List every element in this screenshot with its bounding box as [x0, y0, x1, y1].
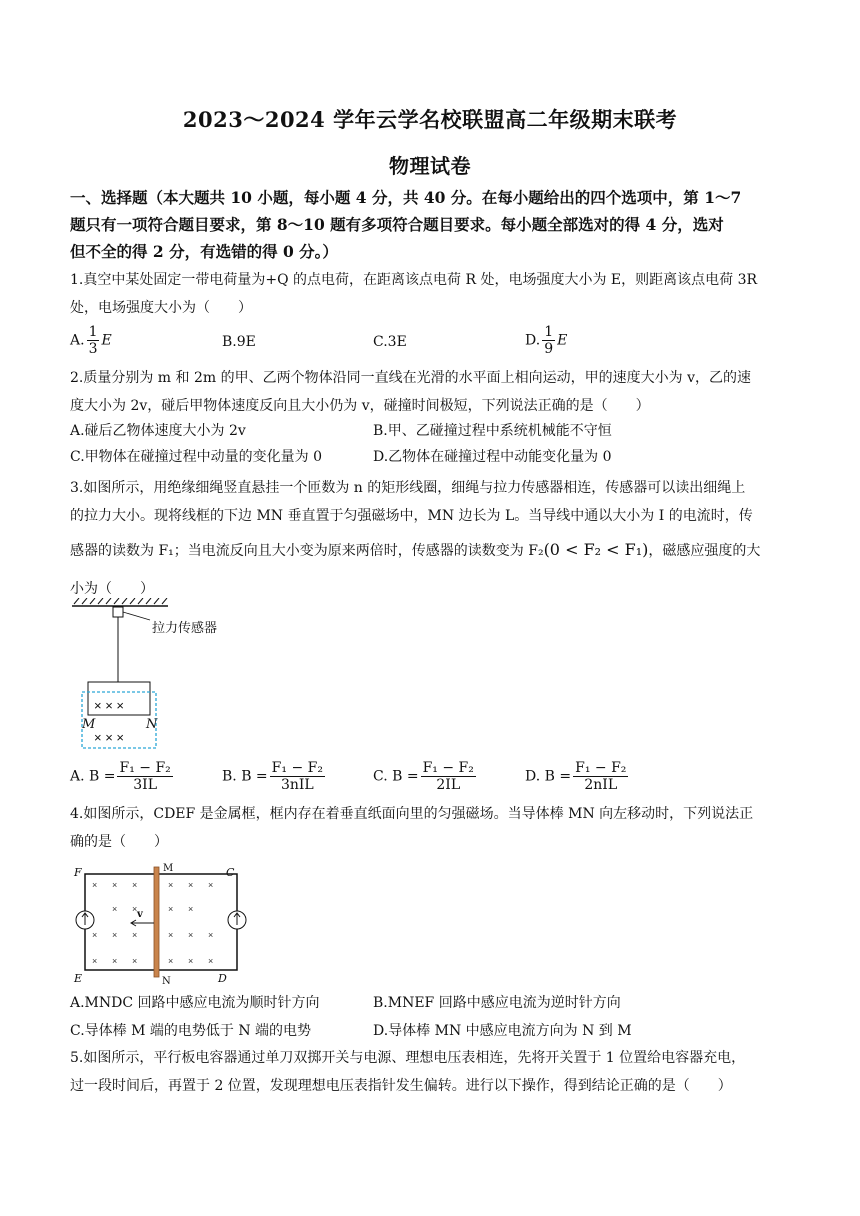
question-line: 1.真空中某处固定一带电荷量为+Q 的点电荷，在距离该点电荷 R 处，电场强度大小为 E，则距离该点电荷 3R [70, 272, 758, 288]
question-1-options [70, 324, 792, 364]
velocity-arrow [131, 920, 154, 926]
label-m: M [163, 863, 174, 874]
svg-text:×: × [92, 880, 98, 890]
option-d [525, 760, 630, 793]
question-line [70, 536, 792, 565]
option-c: C.导体棒 M 端的电势低于 N 端的电势 [70, 1023, 312, 1039]
fraction-denominator: 2nIL [584, 777, 618, 793]
question-5-stem [70, 1044, 792, 1100]
label-m: M [82, 717, 96, 732]
svg-text:×: × [168, 904, 174, 914]
fraction-numerator: F₁ − F₂ [271, 760, 323, 776]
option-variable: E [557, 332, 568, 349]
fraction-denominator: 2IL [436, 777, 461, 793]
question-text: 感器的读数为 F₁；当电流反向且大小变为原来两倍时，传感器的读数变为 F₂ [70, 543, 544, 559]
tension-sensor-diagram [70, 598, 270, 758]
fraction-numerator: F₁ − F₂ [575, 760, 627, 776]
label-n: N [162, 976, 171, 987]
section-line: 一、选择题（本大题共 10 小题，每小题 4 分，共 40 分。在每小题给出的四个选项中，第 1～7 [70, 188, 742, 207]
svg-text:×: × [112, 880, 118, 890]
sensor-pointer-line [123, 612, 150, 620]
option-variable: E [101, 332, 112, 349]
option-c [373, 760, 478, 793]
question-line: 小为（ ） [70, 581, 154, 597]
fraction-numerator: 1 [544, 324, 554, 340]
question-line: 5.如图所示，平行板电容器通过单刀双掷开关与电源、理想电压表相连，先将开关置于 1 位置给电容器充电， [70, 1050, 746, 1066]
option-c: C.3E [373, 334, 407, 350]
option-label: A. [70, 332, 85, 349]
fraction-denominator: 3IL [133, 777, 157, 793]
label-e: E [74, 972, 83, 985]
fraction-numerator: 1 [88, 324, 98, 340]
fraction-denominator: 3nIL [280, 777, 314, 793]
option-a: A.MNDC 回路中感应电流为顺时针方向 [70, 995, 320, 1011]
question-3-stem [70, 474, 792, 603]
question-3-options [70, 760, 792, 800]
question-2-options-row2 [70, 446, 792, 476]
option-b: B.甲、乙碰撞过程中系统机械能不守恒 [373, 423, 612, 439]
svg-text:× × ×: × × × [94, 698, 124, 713]
section-instructions [70, 184, 792, 265]
svg-text:×: × [112, 930, 118, 940]
question-line: 确的是（ ） [70, 834, 168, 850]
exam-subtitle: 物理试卷 [389, 154, 471, 178]
fraction-denominator: 9 [544, 341, 554, 357]
question-4-options-row1 [70, 992, 792, 1022]
ceiling-hatch [72, 598, 168, 606]
svg-text:×: × [92, 956, 98, 966]
option-d: D.导体棒 MN 中感应电流方向为 N 到 M [373, 1023, 632, 1039]
option-label: B. B = [222, 768, 268, 785]
option-b: B.9E [222, 334, 256, 350]
fraction-numerator: F₁ − F₂ [119, 760, 171, 776]
option-c: C.甲物体在碰撞过程中动量的变化量为 0 [70, 449, 323, 465]
left-galvanometer [76, 911, 94, 929]
fraction-numerator: F₁ − F₂ [422, 760, 474, 776]
question-line: 度大小为 2v，碰后甲物体速度反向且大小仍为 v，碰撞时间极短，下列说法正确的是（ ） [70, 398, 650, 414]
question-text: ，磁感应强度的大 [648, 543, 761, 559]
metal-frame-cdef [85, 874, 237, 970]
option-a: A.碰后乙物体速度大小为 2v [70, 423, 246, 439]
question-line: 处，电场强度大小为（ ） [70, 300, 252, 316]
right-galvanometer [228, 911, 246, 929]
fraction [87, 324, 100, 357]
fraction [270, 760, 325, 793]
fraction [421, 760, 476, 793]
option-b [222, 760, 327, 793]
label-c: C [226, 866, 235, 879]
fraction [573, 760, 628, 793]
option-d: D.乙物体在碰撞过程中动能变化量为 0 [373, 449, 612, 465]
sensor-label: 拉力传感器 [152, 620, 218, 635]
question-line: 的拉力大小。现将线框的下边 MN 垂直置于匀强磁场中，MN 边长为 L。当导线中通以大小为 I 的电流时，传 [70, 508, 753, 524]
svg-text:×: × [188, 956, 194, 966]
option-label: D. B = [525, 768, 572, 785]
option-a [70, 760, 175, 793]
option-label: C. B = [373, 768, 419, 785]
svg-text:×: × [208, 930, 214, 940]
svg-text:×: × [188, 904, 194, 914]
svg-text:× × ×: × × × [94, 730, 124, 745]
metal-frame-diagram [70, 862, 250, 988]
question-line: 4.如图所示，CDEF 是金属框，框内存在着垂直纸面向里的匀强磁场。当导体棒 MN 向左移动时，下列说法正 [70, 806, 754, 822]
fraction [117, 760, 172, 793]
option-label: A. B = [70, 768, 116, 785]
label-n: N [146, 717, 158, 732]
svg-text:×: × [168, 880, 174, 890]
question-line: 2.质量分别为 m 和 2m 的甲、乙两个物体沿同一直线在光滑的水平面上相向运动，甲的速度大小为 v，乙的速 [70, 370, 751, 386]
label-d: D [218, 972, 227, 985]
field-crosses [94, 698, 124, 745]
question-2-stem [70, 364, 792, 420]
section-line: 题只有一项符合题目要求，第 8～10 题有多项符合题目要求。每小题全部选对的得 4 分，选对 [70, 215, 724, 234]
exam-title: 2023～2024 学年云学名校联盟高二年级期末联考 [182, 107, 678, 132]
svg-text:×: × [168, 930, 174, 940]
question-line: 3.如图所示，用绝缘细绳竖直悬挂一个匝数为 n 的矩形线圈，细绳与拉力传感器相连，传感器可以读出细绳上 [70, 480, 746, 496]
svg-text:×: × [208, 880, 214, 890]
option-label: D. [525, 332, 541, 349]
option-b: B.MNEF 回路中感应电流为逆时针方向 [373, 995, 621, 1011]
sensor-box [113, 607, 123, 617]
svg-text:×: × [188, 880, 194, 890]
option-d [525, 324, 567, 357]
svg-text:×: × [132, 880, 138, 890]
svg-text:×: × [92, 930, 98, 940]
section-line: 但不全的得 2 分，有选错的得 0 分。） [70, 242, 338, 261]
fraction-denominator: 3 [88, 341, 98, 357]
option-a [70, 324, 112, 357]
question-4-stem [70, 800, 792, 856]
svg-text:×: × [208, 956, 214, 966]
label-v: v [137, 909, 143, 920]
conductor-rod-mn [154, 867, 159, 977]
fraction [542, 324, 555, 357]
label-f: F [74, 866, 82, 879]
svg-text:×: × [132, 956, 138, 966]
svg-text:×: × [112, 904, 118, 914]
svg-text:×: × [168, 956, 174, 966]
inequality: (0 < F₂ < F₁) [543, 540, 649, 559]
svg-text:×: × [132, 930, 138, 940]
svg-text:×: × [132, 904, 138, 914]
question-1-stem [70, 266, 792, 322]
question-line: 过一段时间后，再置于 2 位置，发现理想电压表指针发生偏转。进行以下操作，得到结论正确的是（ ） [70, 1078, 732, 1094]
svg-text:×: × [188, 930, 194, 940]
svg-text:×: × [112, 956, 118, 966]
